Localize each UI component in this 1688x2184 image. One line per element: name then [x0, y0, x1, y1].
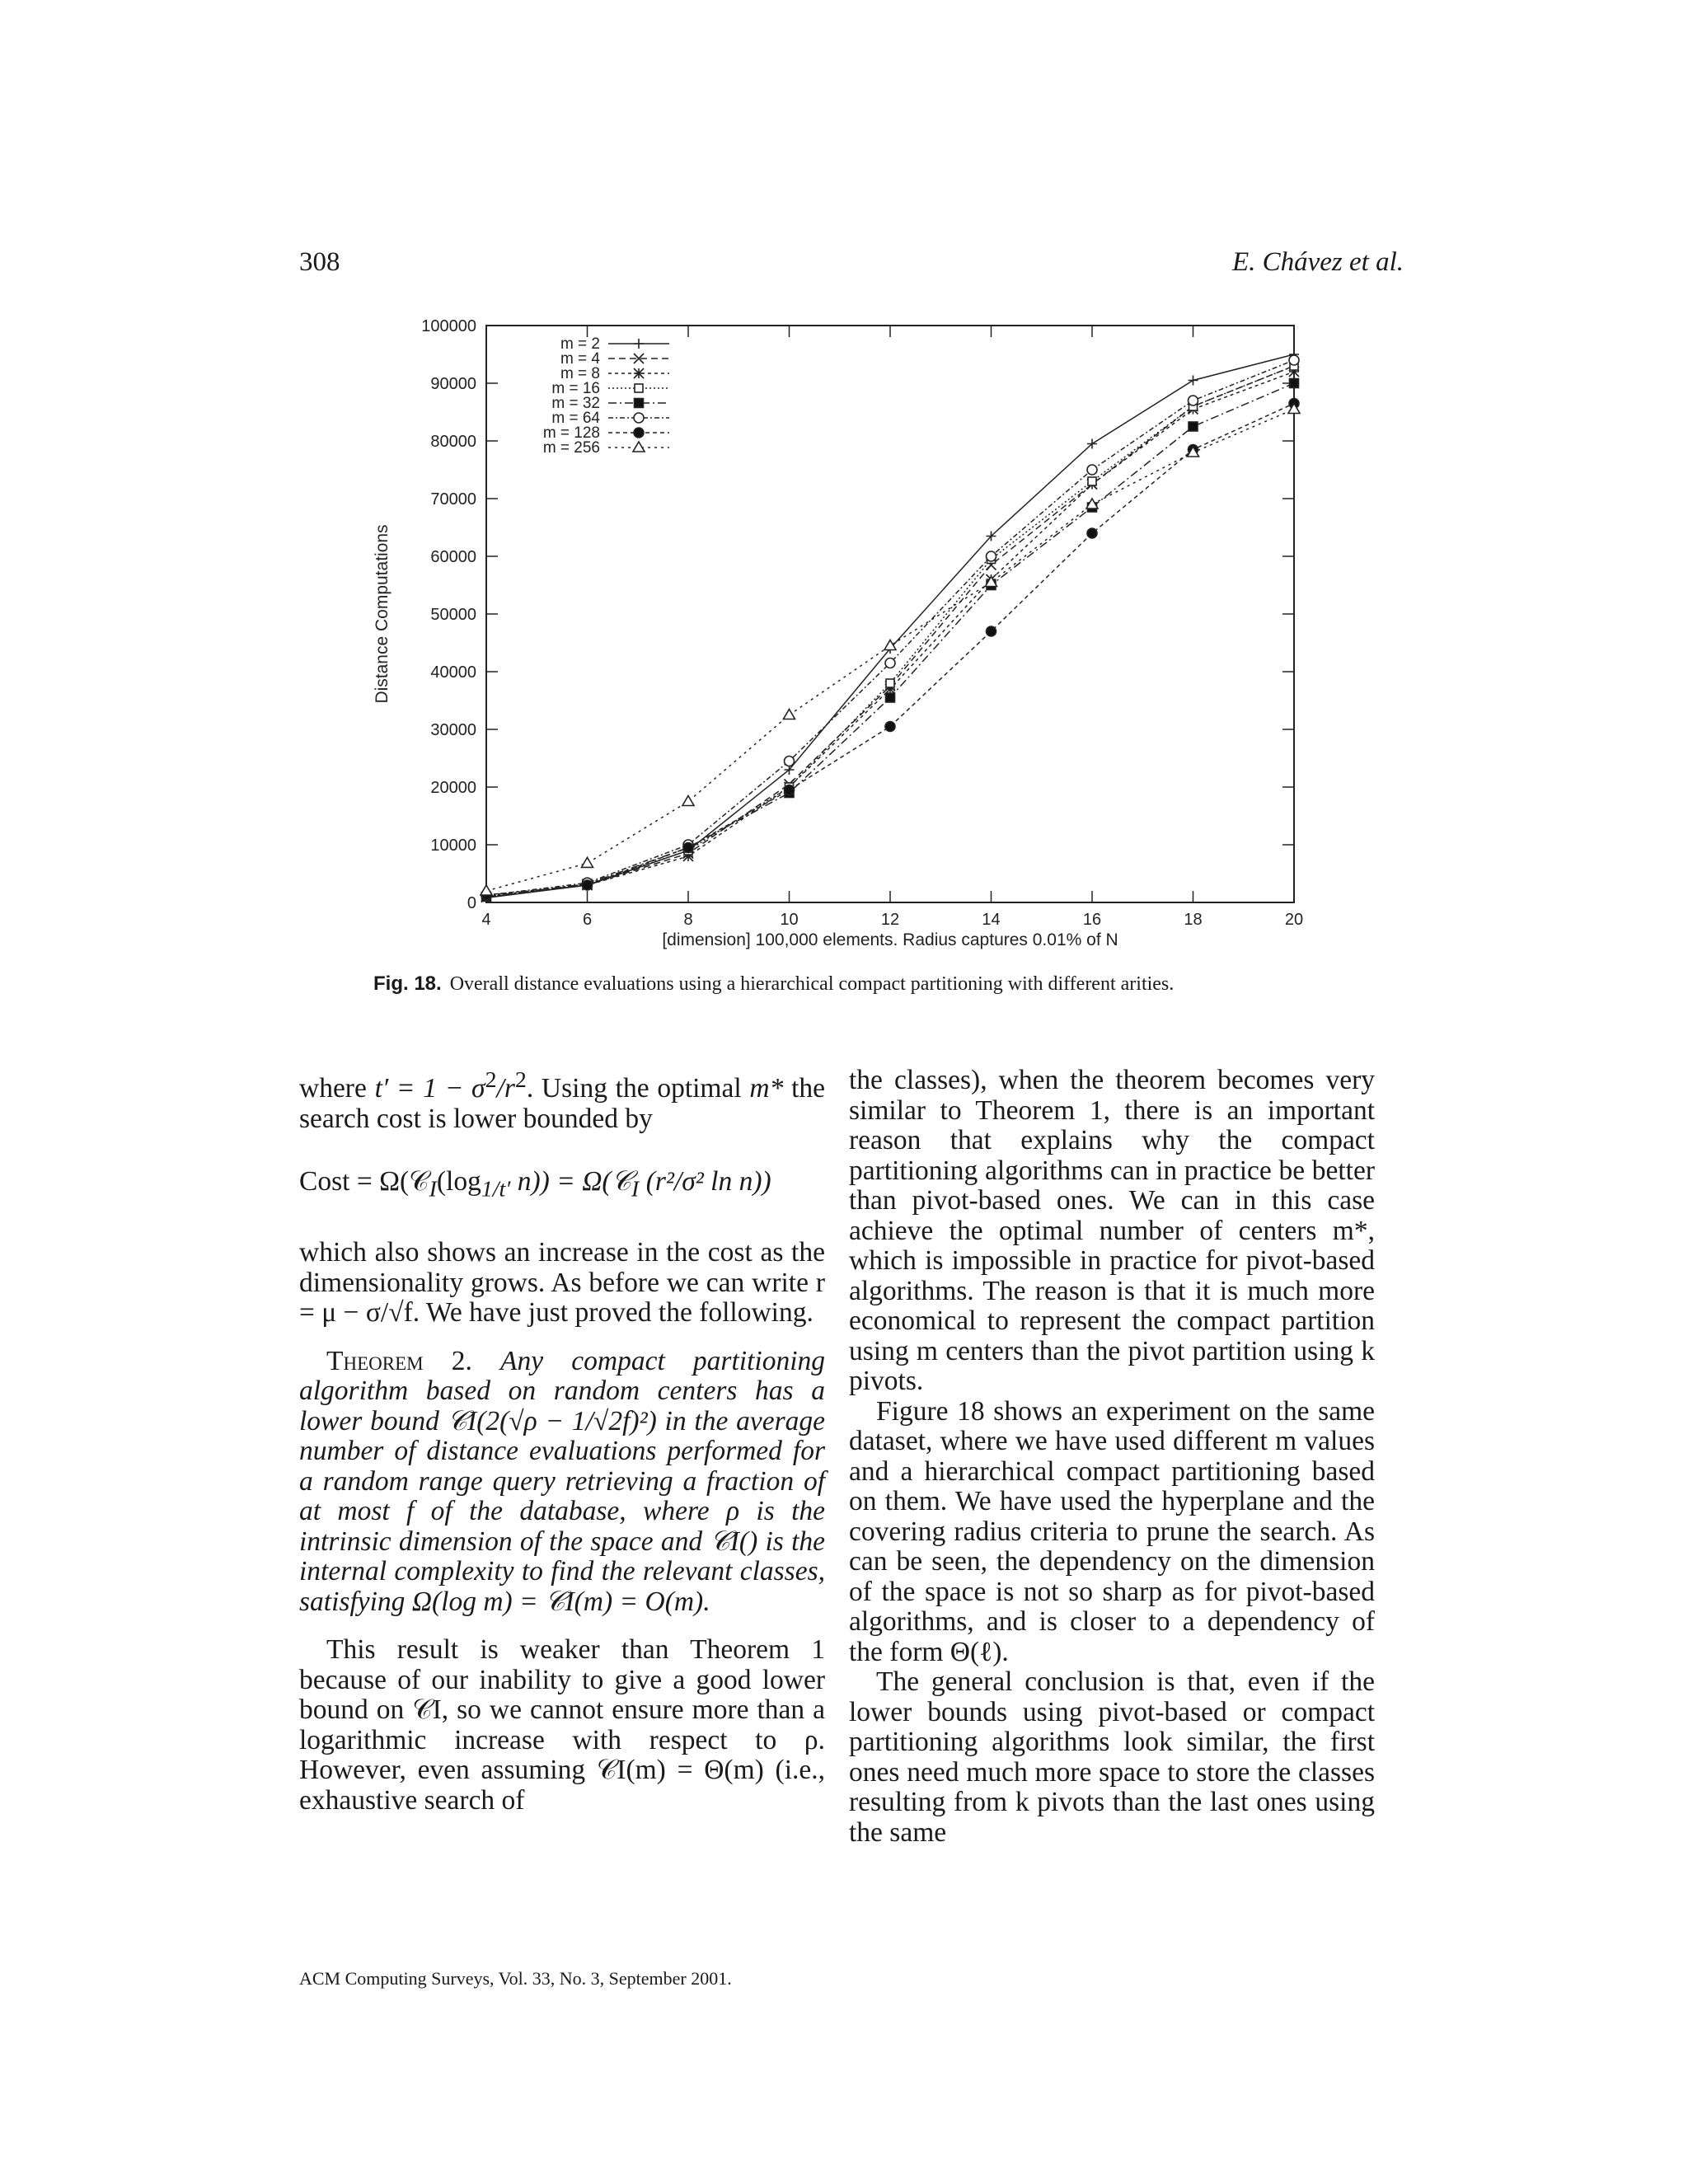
x-tick-label: 8 — [683, 911, 693, 929]
left-column — [299, 1066, 825, 1816]
figure-18-chart — [363, 309, 1319, 952]
theorem-2: Theorem 2. Any compact partitioning algorithm based on random centers has a lower bound 𝒞I(2(√ρ − 1/√2f)²) in the average number of distance evaluations performed for a random range query retrieving a fraction of at most f of the database, where ρ is the intrinsic dimension of the space and 𝒞I() is the internal complexity to find the relevant classes, satisfying Ω(log m) = 𝒞I(m) = O(m). — [299, 1345, 825, 1617]
legend-marker — [635, 399, 644, 408]
paragraph-weaker-result: This result is weaker than Theorem 1 because of our inability to give a good lower bound on 𝒞I, so we cannot ensure more than a logarithmic increase with respect to ρ. However, even assuming 𝒞I(m) = Θ(m) (i.e., exhaustive search of — [299, 1634, 825, 1816]
y-tick-label: 100000 — [421, 317, 476, 335]
legend-marker — [634, 368, 644, 378]
x-tick-label: 6 — [582, 911, 593, 929]
data-point — [1087, 465, 1097, 475]
running-head: E. Chávez et al. — [1231, 247, 1404, 277]
y-tick-label: 90000 — [430, 375, 476, 393]
data-point — [886, 679, 894, 687]
page-number: 308 — [299, 247, 340, 277]
data-point — [885, 658, 895, 668]
data-point — [987, 551, 996, 561]
data-point — [1289, 355, 1299, 365]
data-point — [785, 785, 795, 795]
legend-label: m = 256 — [542, 439, 600, 457]
x-tick-label: 10 — [780, 911, 799, 929]
x-tick-label: 12 — [880, 911, 900, 929]
data-point — [481, 885, 492, 895]
data-point — [583, 880, 593, 890]
data-point — [1087, 528, 1097, 538]
legend-label: m = 128 — [542, 424, 600, 442]
series-m-16 — [482, 362, 1298, 901]
series-m-64 — [481, 355, 1299, 901]
y-tick-label: 50000 — [430, 606, 476, 624]
figure-caption — [373, 972, 1305, 996]
data-point — [1189, 396, 1198, 405]
legend-label: m = 8 — [560, 365, 600, 382]
cost-equation: Cost = $\Omega(𝒞_I(\log_{1/t'}$ n)) = Ω(𝒞$_I$ (r²/σ² ln n)) — [299, 1166, 771, 1202]
data-point — [784, 710, 795, 719]
y-tick-label: 80000 — [430, 433, 476, 451]
paragraph-conclusion: The general conclusion is that, even if the lower bounds using pivot-based or compact partitioning algorithms look similar, the first ones need much more space to store the classes resulting from k pivots than the last ones using the same — [849, 1666, 1375, 1848]
series-m-256 — [481, 404, 1300, 896]
series-m-4 — [481, 361, 1299, 902]
legend-label: m = 32 — [551, 395, 600, 412]
series-m-2 — [481, 349, 1299, 902]
x-tick-label: 14 — [982, 911, 1001, 929]
figure-label: Fig. 18. — [373, 972, 442, 995]
y-tick-label: 10000 — [430, 837, 476, 855]
data-point — [1189, 422, 1198, 431]
x-tick-label: 18 — [1184, 911, 1203, 929]
data-point — [683, 843, 693, 853]
x-tick-label: 4 — [481, 911, 491, 929]
right-column — [849, 1066, 1375, 1848]
y-tick-label: 60000 — [430, 548, 476, 566]
data-point — [682, 796, 694, 806]
y-tick-label: 40000 — [430, 663, 476, 682]
series-line — [486, 360, 1294, 896]
paragraph-figure-18: Figure 18 shows an experiment on the same dataset, where we have used different m values and a hierarchical compact partitioning based on them. We have used the hyperplane and the covering radius criteria to prune the search. As can be seen, the dependency on the dimension of the space is not so sharp as for pivot-based algorithms, and is closer to a dependency of the form Θ(ℓ). — [849, 1395, 1375, 1667]
figure-caption-text: Overall distance evaluations using a hierarchical compact partitioning with different arities. — [449, 973, 1175, 995]
y-axis-label: Distance Computations — [373, 524, 392, 704]
legend — [543, 335, 669, 457]
data-point — [885, 722, 895, 732]
legend-marker — [633, 442, 645, 452]
data-point — [886, 693, 895, 702]
data-point — [785, 757, 795, 766]
legend-marker — [634, 428, 644, 438]
legend-label: m = 16 — [551, 380, 600, 397]
paragraph-where: where $t' = 1 - \sigma^2/r^2$. Using the optimal m* the search cost is lower bounded by — [299, 1067, 825, 1134]
legend-label: m = 4 — [560, 350, 600, 368]
data-point — [987, 626, 996, 636]
journal-footer: ACM Computing Surveys, Vol. 33, No. 3, September 2001. — [299, 1968, 732, 1989]
theorem-label: Theorem — [326, 1345, 424, 1376]
legend-label: m = 2 — [560, 335, 600, 353]
legend-marker — [634, 339, 644, 349]
plot-frame — [486, 326, 1294, 902]
y-tick-label: 20000 — [430, 779, 476, 797]
data-point — [1189, 376, 1198, 386]
data-point — [1290, 379, 1299, 388]
y-tick-label: 70000 — [430, 490, 476, 509]
series-line — [486, 354, 1294, 898]
data-point — [582, 857, 593, 867]
legend-marker — [635, 384, 643, 392]
paragraph-dimensionality: which also shows an increase in the cost as the dimensionality grows. As before we can write r = μ − σ/√f. We have just proved the following. — [299, 1237, 825, 1329]
series-line — [486, 366, 1294, 898]
data-point — [1088, 477, 1096, 485]
series-line — [486, 372, 1294, 898]
x-tick-label: 20 — [1284, 911, 1304, 929]
y-tick-label: 30000 — [430, 721, 476, 739]
x-tick-label: 16 — [1082, 911, 1102, 929]
x-axis-label: [dimension] 100,000 elements. Radius captures 0.01% of N — [662, 930, 1118, 949]
paragraph-classes: the classes), when the theorem becomes very similar to Theorem 1, there is an important reason that explains why the compact partitioning algorithms can in practice be better than pivot-based ones. We can in this case achieve the optimal number of centers m*, which is impossible in practice for pivot-based algorithms. The reason is that it is much more economical to represent the compact partition using m centers than the pivot partition using k pivots. — [849, 1065, 1375, 1396]
series-line — [486, 366, 1294, 897]
theorem-text: Any compact partitioning algorithm based on random centers has a lower bound 𝒞I(2(√ρ − 1/√2f)²) in the average number of distance evaluations performed for a random range query retrieving a fraction of at most f of the database, where ρ is the intrinsic dimension of the space and 𝒞I() is the internal complexity to find the relevant classes, satisfying Ω(log m) = 𝒞I(m) = O(m). — [299, 1345, 825, 1617]
legend-marker — [634, 413, 644, 423]
legend-label: m = 64 — [551, 410, 600, 427]
y-tick-label: 0 — [467, 894, 476, 912]
series-m-8 — [481, 367, 1299, 902]
